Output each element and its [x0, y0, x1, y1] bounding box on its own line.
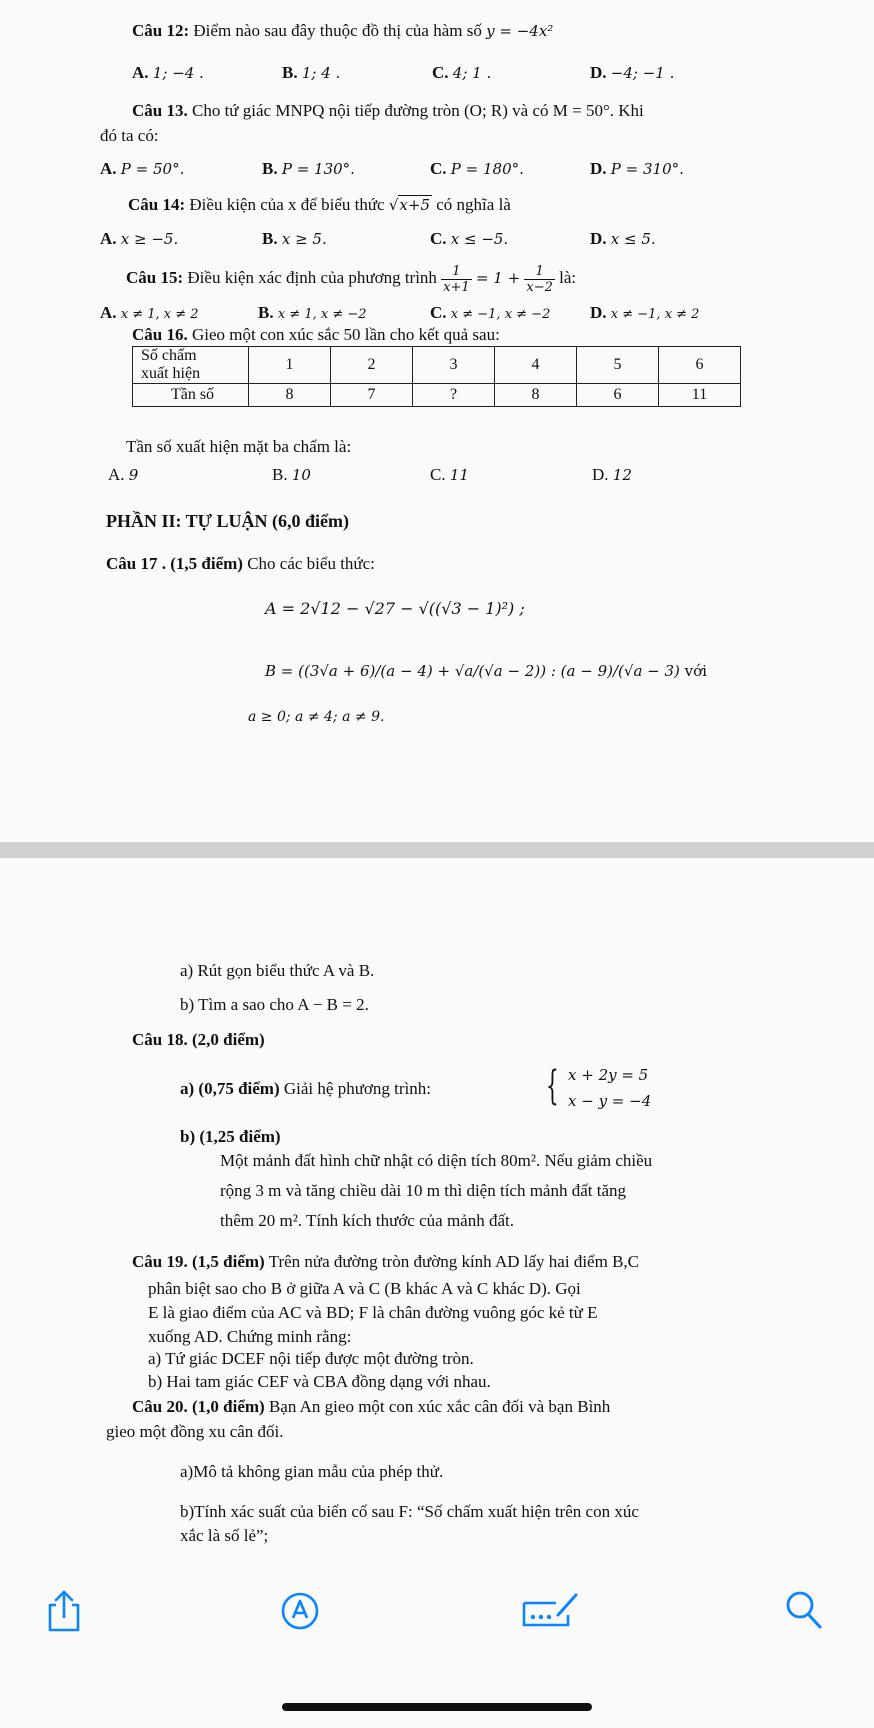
- table-cell: 5: [577, 347, 659, 384]
- q12-stem: Câu 12: Điểm nào sau đây thuộc đồ thị của hàm số y = −4x²: [132, 21, 554, 40]
- q13-stem-cont: đó ta có:: [100, 126, 159, 145]
- q15-end: là:: [559, 268, 577, 287]
- frequency-table: [132, 346, 741, 407]
- q13-option-c: C. P = 180°.: [430, 159, 524, 178]
- search-icon[interactable]: [784, 1589, 824, 1636]
- q17-stem: Câu 17 . (1,5 điểm) Cho các biểu thức:: [106, 554, 375, 573]
- q13-option-b: B. P = 130°.: [262, 159, 355, 178]
- q16-option-b: B. 10: [272, 465, 311, 484]
- q12-option-b: B. 1; 4 .: [282, 63, 341, 82]
- q20-line: gieo một đồng xu cân đối.: [106, 1422, 284, 1441]
- q17-part-b: b) Tìm a sao cho A − B = 2.: [180, 995, 369, 1014]
- q17-condition: a ≥ 0; a ≠ 4; a ≠ 9.: [248, 709, 385, 725]
- markup-icon[interactable]: [280, 1591, 320, 1636]
- q19-line: xuống AD. Chứng minh rằng:: [148, 1327, 352, 1346]
- table-row: [133, 384, 741, 407]
- q20-part-a: a)Mô tả không gian mẫu của phép thử.: [180, 1462, 444, 1481]
- q12-option-d: D. −4; −1 .: [590, 63, 675, 82]
- q18-part-b-line: Một mảnh đất hình chữ nhật có diện tích 80m². Nếu giảm chiều: [220, 1151, 653, 1170]
- q14-option-d: D. x ≤ 5.: [590, 229, 656, 248]
- page-separator: [0, 842, 874, 858]
- share-icon[interactable]: [46, 1589, 82, 1638]
- q15-stem: Câu 15: Điều kiện xác định của phương trình $\frac{1}{x+1}$ = 1 + $\frac{1}{x-2}$ là:: [126, 263, 577, 295]
- q15-option-d: D. x ≠ −1, x ≠ 2: [590, 303, 700, 322]
- q16-option-c: C. 11: [430, 465, 469, 484]
- q20-part-b: b)Tính xác suất của biến cố sau F: “Số chấm xuất hiện trên con xúc: [180, 1502, 639, 1521]
- q20-stem: Câu 20. (1,0 điểm) Bạn An gieo một con xúc xắc cân đối và bạn Bình: [132, 1397, 611, 1416]
- q18-part-b-line: rộng 3 m và tăng chiều dài 10 m thì diện tích mảnh đất tăng: [220, 1181, 627, 1200]
- q15-fraction-2: $\frac{1}{x-2}$: [526, 263, 553, 295]
- q18-part-b-label: b) (1,25 điểm): [180, 1127, 281, 1146]
- q17-formula-a: A = 2√12 − √27 − √((√3 − 1)²) ;: [265, 599, 525, 618]
- q17-formula-b: B = ((3√a + 6)/(a − 4) + √a/(√a − 2)) : (a − 9)/(√a − 3) với: [265, 662, 707, 680]
- q15-option-a: A. x ≠ 1, x ≠ 2: [100, 303, 199, 322]
- q14-stem: Câu 14: Điều kiện của x để biểu thức √x+5 có nghĩa là: [128, 195, 511, 214]
- system-eq-2: x − y = −4: [568, 1092, 652, 1110]
- q15-fraction-1: $\frac{1}{x+1}$: [443, 263, 470, 295]
- table-cell: 7: [331, 384, 413, 407]
- q12-option-c: C. 4; 1 .: [432, 63, 492, 82]
- document-page-1: [0, 0, 874, 842]
- table-cell: 8: [249, 384, 331, 407]
- q16-option-d: D. 12: [592, 465, 632, 484]
- q18-part-a: a) (0,75 điểm) Giải hệ phương trình:: [180, 1079, 431, 1098]
- q14-option-a: A. x ≥ −5.: [100, 229, 179, 248]
- table-cell: 8: [495, 384, 577, 407]
- system-eq-1: x + 2y = 5: [568, 1066, 649, 1084]
- table-cell: 6: [577, 384, 659, 407]
- table-cell: 1: [249, 347, 331, 384]
- system-brace: {: [546, 1063, 559, 1109]
- q15-option-c: C. x ≠ −1, x ≠ −2: [430, 303, 551, 322]
- q16-stem: Câu 16. Gieo một con xúc sắc 50 lần cho kết quả sau:: [132, 325, 500, 344]
- q16-question: Tần số xuất hiện mặt ba chấm là:: [126, 437, 352, 456]
- q19-line: E là giao điểm của AC và BD; F là chân đường vuông góc kẻ từ E: [148, 1303, 598, 1322]
- q16-option-a: A. 9: [108, 465, 139, 484]
- q19-part-a: a) Tứ giác DCEF nội tiếp được một đường tròn.: [148, 1349, 474, 1368]
- q12-option-a: A. 1; −4 .: [132, 63, 204, 82]
- q14-option-b: B. x ≥ 5.: [262, 229, 327, 248]
- table-cell: 4: [495, 347, 577, 384]
- q20-part-b-cont: xắc là số lẻ”;: [180, 1526, 269, 1545]
- q18-title: Câu 18. (2,0 điểm): [132, 1030, 265, 1049]
- table-row: [133, 347, 741, 384]
- table-cell: 6: [659, 347, 741, 384]
- table-header-cell: Số chấm xuất hiện: [133, 347, 249, 384]
- q17-part-a: a) Rút gọn biểu thức A và B.: [180, 961, 375, 980]
- table-cell: 11: [659, 384, 741, 407]
- q13-option-a: A. P = 50°.: [100, 159, 185, 178]
- q13-stem: Câu 13. Cho tứ giác MNPQ nội tiếp đường tròn (O; R) và có M = 50°. Khi: [132, 101, 644, 120]
- part2-heading: PHẦN II: TỰ LUẬN (6,0 điểm): [106, 511, 349, 531]
- q15-option-b: B. x ≠ 1, x ≠ −2: [258, 303, 367, 322]
- q18-part-b-line: thêm 20 m². Tính kích thước của mảnh đất.: [220, 1211, 514, 1230]
- bottom-toolbar: [0, 1565, 874, 1728]
- q19-part-b: b) Hai tam giác CEF và CBA đồng dạng với nhau.: [148, 1372, 491, 1391]
- table-header-cell: Tần số: [133, 384, 249, 407]
- home-indicator[interactable]: [282, 1703, 592, 1711]
- table-cell: 3: [413, 347, 495, 384]
- table-cell: 2: [331, 347, 413, 384]
- document-page-2: [0, 858, 874, 1565]
- q14-option-c: C. x ≤ −5.: [430, 229, 509, 248]
- q19-stem: Câu 19. (1,5 điểm) Trên nửa đường tròn đường kính AD lấy hai điểm B,C: [132, 1252, 639, 1271]
- q19-line: phân biệt sao cho B ở giữa A và C (B khác A và C khác D). Gọi: [148, 1279, 581, 1298]
- table-cell: ?: [413, 384, 495, 407]
- edit-text-icon[interactable]: [520, 1591, 580, 1636]
- q13-option-d: D. P = 310°.: [590, 159, 684, 178]
